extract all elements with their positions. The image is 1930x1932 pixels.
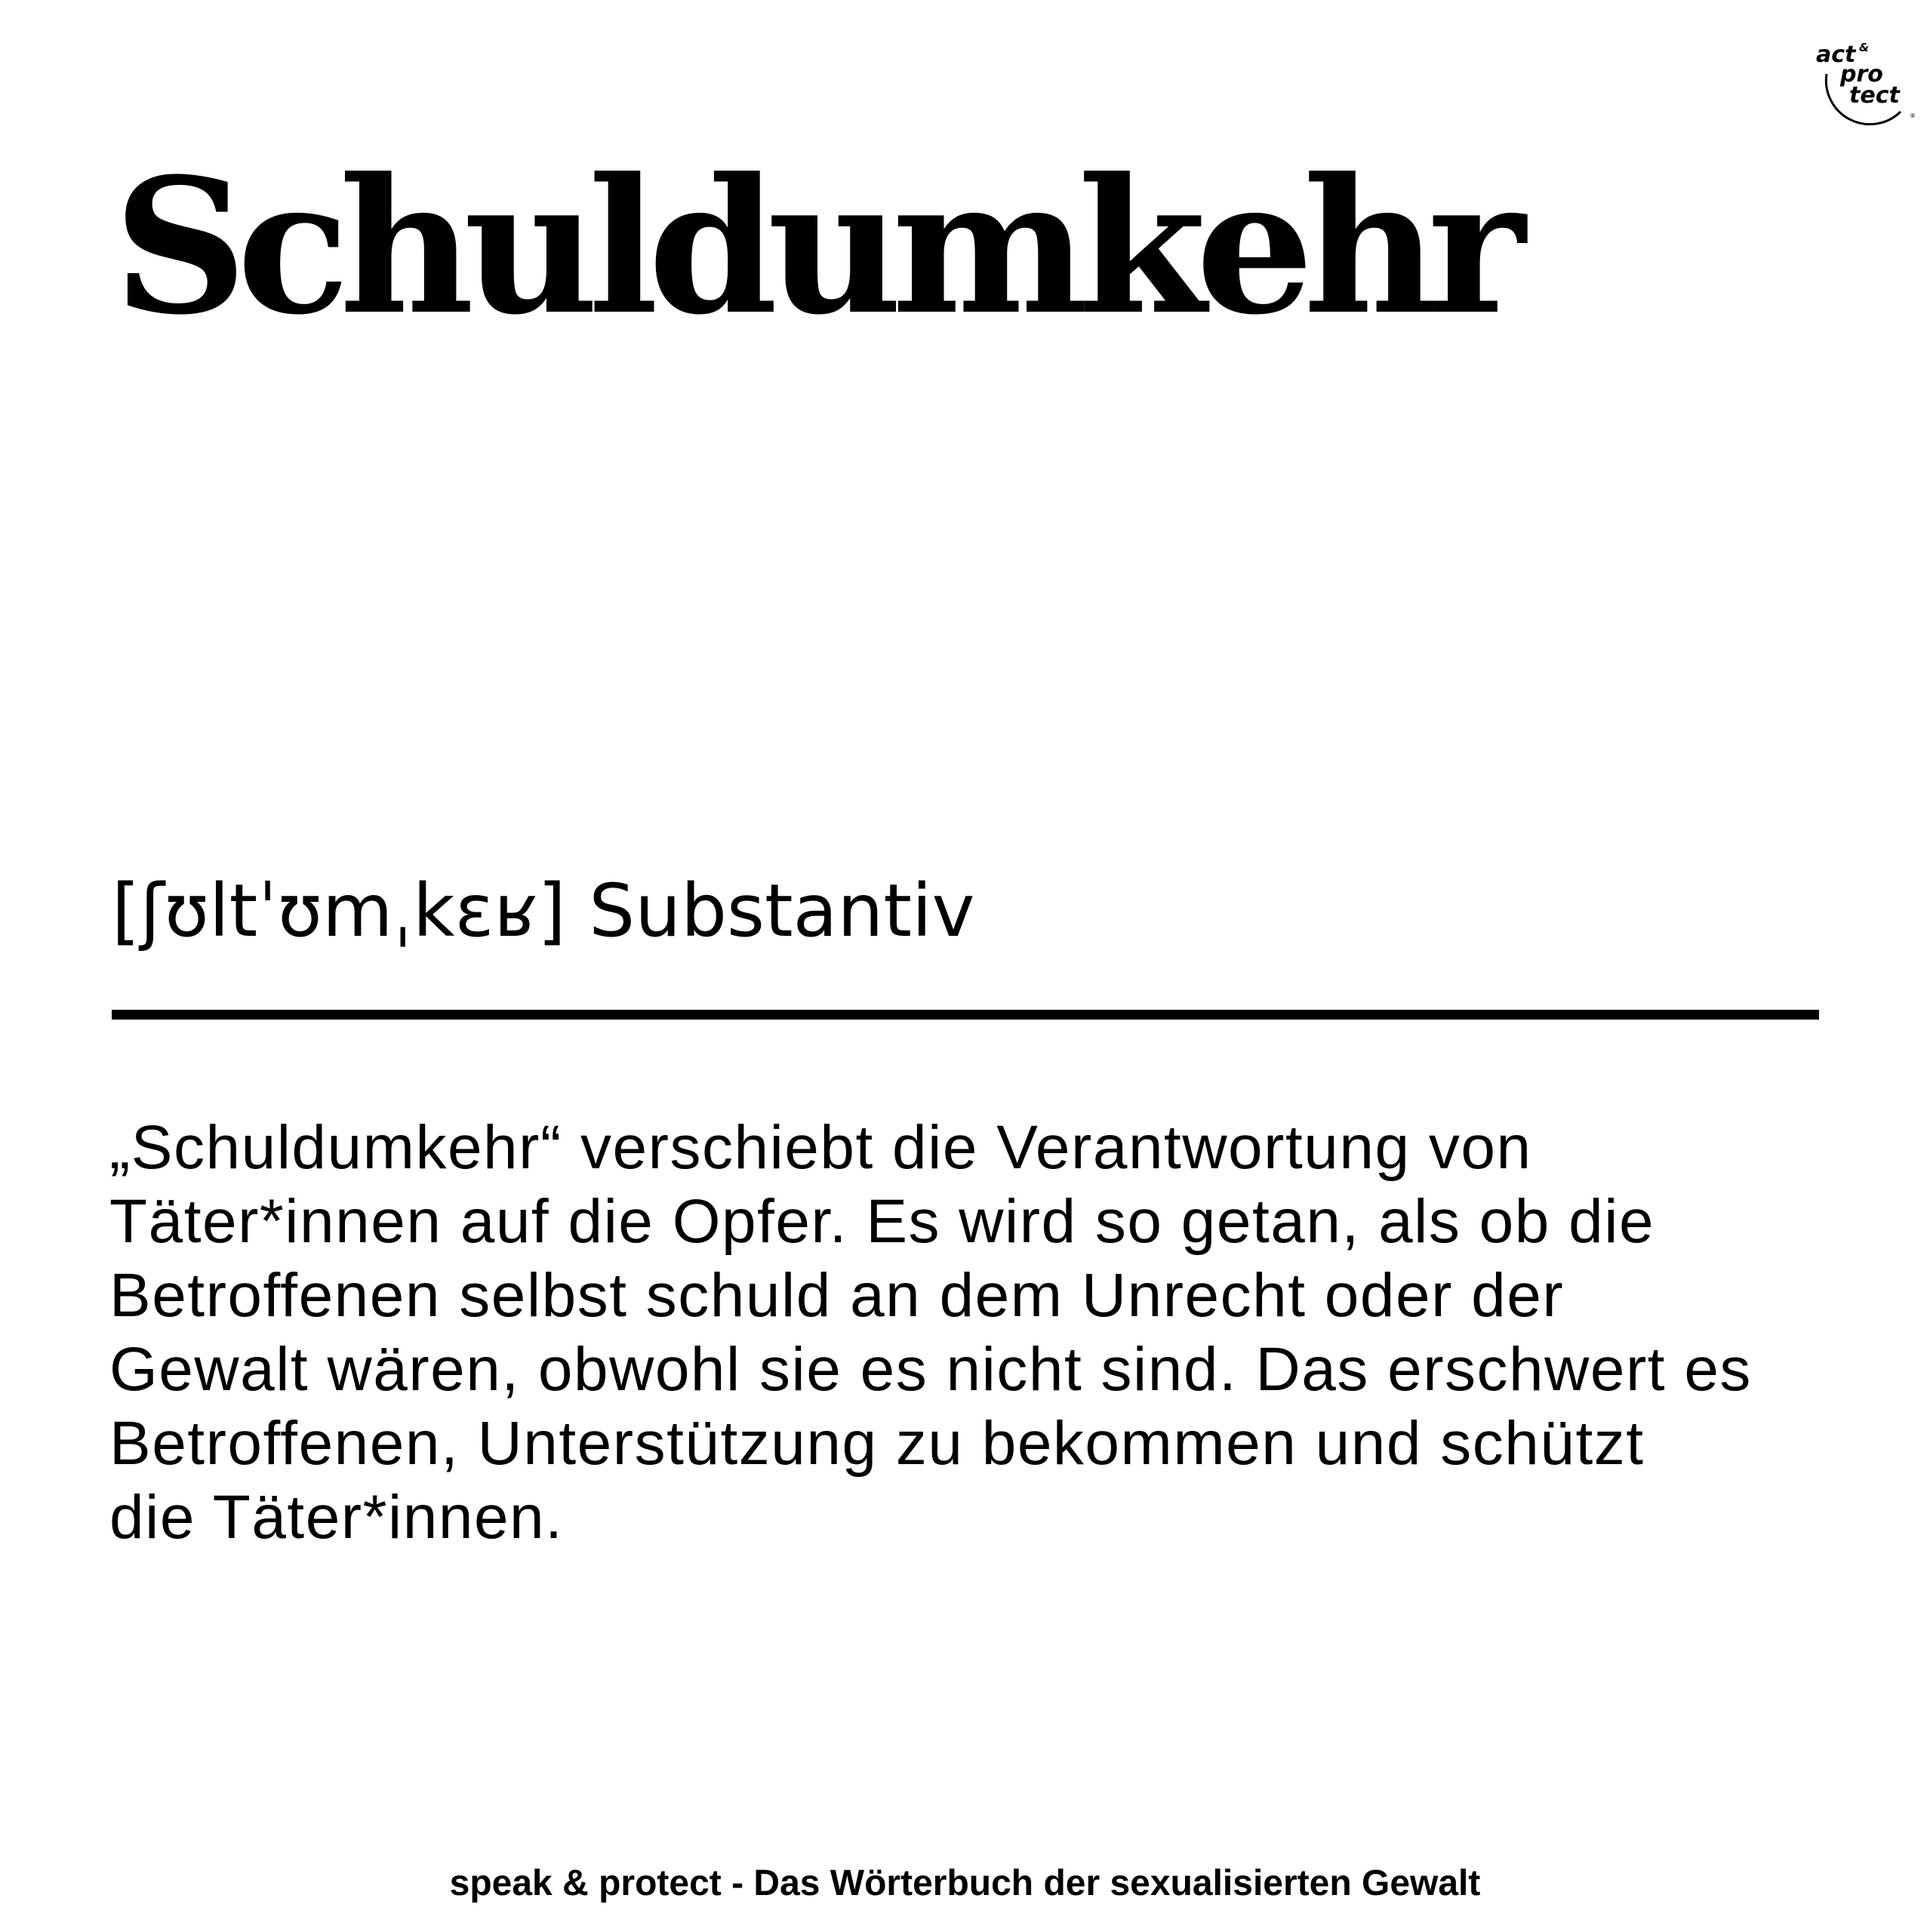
- logo-word-pro: pro: [1840, 61, 1883, 88]
- word-class: Substantiv: [589, 869, 975, 953]
- logo-word-tect: tect: [1849, 82, 1900, 109]
- divider: [112, 1010, 1819, 1020]
- definition-line: „Schuldumkehr“ verschiebt die Verantwortung von: [109, 1113, 1532, 1182]
- pronunciation-line: [112, 869, 975, 953]
- logo-word-act: act: [1816, 42, 1856, 68]
- definition-line: Gewalt wären, obwohl sie es nicht sind. Das erschwert es: [109, 1335, 1752, 1404]
- logo-ampersand: &: [1859, 41, 1870, 54]
- definition-line: die Täter*innen.: [109, 1483, 564, 1552]
- definition: [109, 1111, 1845, 1555]
- definition-line: Täter*innen auf die Opfer. Es wird so getan, als ob die: [109, 1187, 1655, 1256]
- footer-caption: speak & protect - Das Wörterbuch der sexualisierten Gewalt: [449, 1863, 1481, 1903]
- pronunciation: [ʃʊltˈʊmˌkɛʁ]: [112, 869, 566, 953]
- definition-line: Betroffenen, Unterstützung zu bekommen und schützt: [109, 1409, 1645, 1478]
- headword: Schuldumkehr: [113, 138, 1516, 356]
- logo-registered-mark: ®: [1910, 112, 1916, 119]
- act-and-protect-logo: [1811, 29, 1917, 134]
- definition-line: Betroffenen selbst schuld an dem Unrecht oder der: [109, 1261, 1565, 1330]
